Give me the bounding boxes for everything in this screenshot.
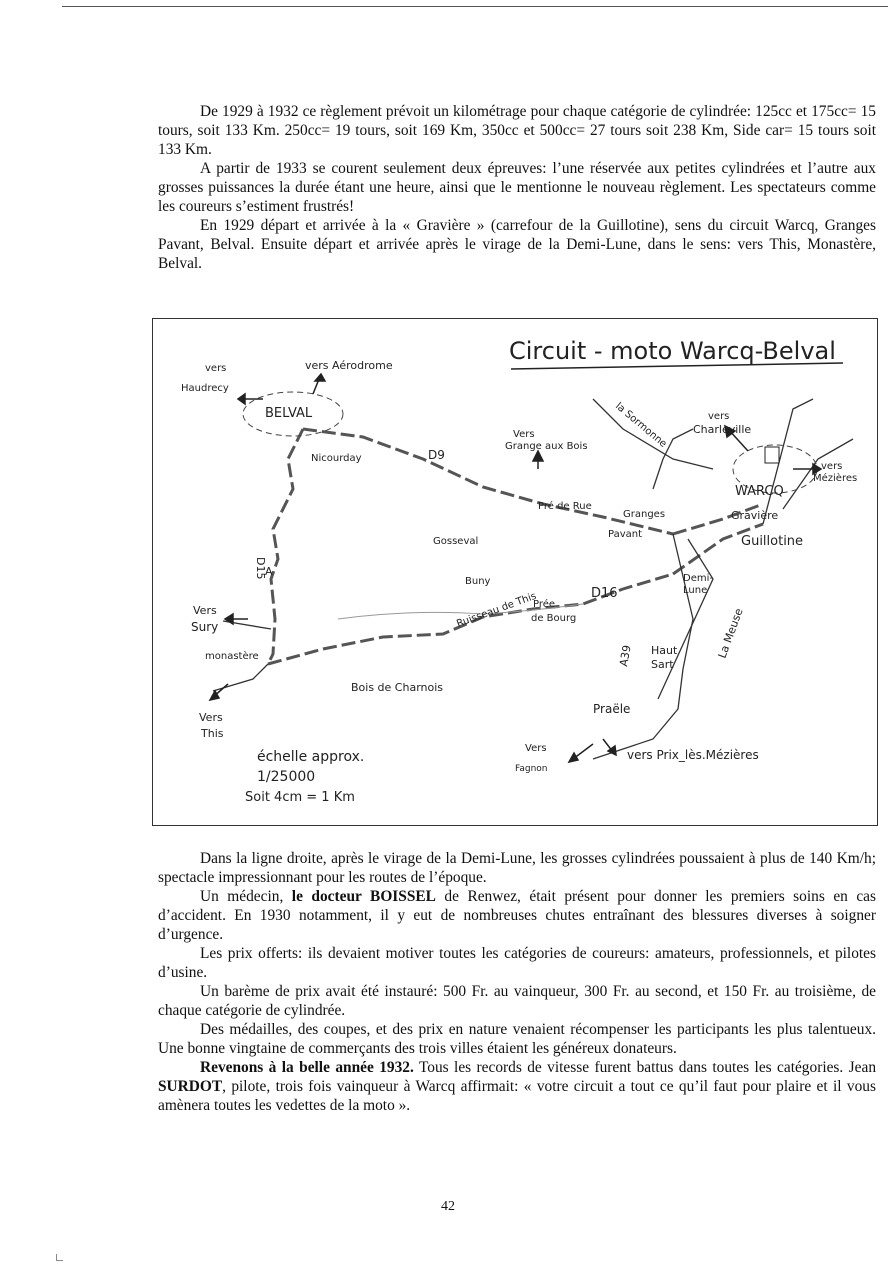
label-belval: BELVAL [265,406,313,421]
label-a39: A39 [617,644,634,668]
map-drawing [153,319,877,825]
paragraph: Les prix offerts: ils devaient motiver toutes les catégories de coureurs: amateurs, professionnels, et pilotes d’usine. [158,945,876,981]
margin-mark [56,1254,63,1261]
label-la-sormonne: la Sormonne [613,400,669,450]
label-vers-this: Vers [199,711,223,724]
label-d16: D16 [591,586,618,601]
label-vers-sury: Vers [193,604,217,617]
paragraph: De 1929 à 1932 ce règlement prévoit un kilométrage pour chaque catégorie de cylindrée: 125cc et 175cc= 15 tours, soit 133 Km. 250cc= 19 tours, soit 169 Km, 350cc et 500cc= 27 tours soit 238 Km, Side car= 15 tours soit 133 Km. [158,103,876,158]
label-vers-mezieres: vers [821,461,843,472]
label-mezieres: Mézières [813,473,858,484]
label-sart: Sart [651,658,674,671]
text-run: de Renwez, était présent pour donner les premiers soins en cas d’accident. En 1930 notamment, il y eut de nombreuses chutes entraînant des blessures diverses à soigner d’urgence. [158,888,877,943]
paragraph: En 1929 départ et arrivée à la « Gravière » (carrefour de la Guillotine), sens du circuit Warcq, Granges Pavant, Belval. Ensuite départ et arrivée après le virage de la Demi-Lune, dans le sens: vers This, Monastère, Belval. [158,217,876,272]
label-pree: Prée [533,599,556,610]
circuit-map [152,318,878,826]
paragraph: A partir de 1933 se courent seulement deux épreuves: l’une réservée aux petites cylindrées et l’autre aux grosses puissances la durée étant une heure, ainsi que le mentionne le nouveau règlement. Les spectateurs comme les coureurs s’estiment frustrés! [158,160,876,215]
paragraph [158,887,876,944]
label-echelle-ratio: 1/25000 [257,769,316,785]
label-lune: Lune [683,585,708,596]
label-bois-de-charnois: Bois de Charnois [351,681,444,694]
label-d15-a: A [265,565,273,578]
paragraph: Des médailles, des coupes, et des prix en nature venaient récompenser les participants les plus talentueux. Une bonne vingtaine de commerçants des trois villes étaient les généreux donateurs. [158,1021,876,1057]
label-de-bourg: de Bourg [531,613,577,624]
church-icon [765,447,779,463]
pilot-name: SURDOT [158,1078,223,1095]
label-praele: Praële [593,702,631,716]
label-haudrecy: Haudrecy [181,383,229,394]
circuit-route [268,429,763,664]
paragraph [158,1058,876,1115]
label-granges: Granges [623,509,666,520]
label-grange-aux-bois: Grange aux Bois [505,441,588,452]
text-run: Tous les records de vitesse furent battus dans toutes les catégories. Jean [413,1059,877,1076]
label-echelle-soit: Soit 4cm = 1 Km [245,790,355,805]
label-this: This [201,727,224,740]
top-rule [62,6,888,7]
label-la-meuse: La Meuse [715,606,746,661]
label-vers-fagnon: Vers [525,743,547,754]
label-warcq: WARCQ [735,484,784,499]
label-monastere: monastère [205,651,259,662]
label-demi: Demi- [683,573,713,584]
label-fagnon: Fagnon [515,764,548,774]
label-vers-charleville: vers [708,411,730,422]
paragraph: Dans la ligne droite, après le virage de la Demi-Lune, les grosses cylindrées poussaient à plus de 140 Km/h; spectacle impressionnant pour les routes de l’époque. [158,850,876,886]
text-run: Un médecin, [200,888,292,905]
text-run: , pilote, trois fois vainqueur à Warcq affirmait: « votre circuit a tout ce qu’il faut pour plaire et il vous amènera toutes les vedettes de la moto ». [158,1078,876,1114]
label-ruisseau: Ruisseau de This [455,590,538,630]
paragraph: Un barème de prix avait été instauré: 500 Fr. au vainqueur, 300 Fr. au second, et 150 Fr. au troisième, de chaque catégorie de cylindrée. [158,983,876,1019]
label-vers-aerodrome: vers Aérodrome [305,359,393,372]
label-sury: Sury [191,620,219,634]
label-echelle: échelle approx. [257,749,365,765]
closing-text [158,849,876,1115]
label-nicourday: Nicourday [311,453,362,464]
label-d15: D15 [254,557,267,580]
label-vers-prix: vers Prix_lès.Mézières [627,748,759,762]
label-guillotine: Guillotine [741,534,804,549]
doctor-name: le docteur BOISSEL [291,888,436,905]
map-title: Circuit - moto Warcq-Belval [509,337,836,365]
emphasis-heading: Revenons à la belle année 1932. [200,1059,414,1076]
label-buny: Buny [465,576,491,587]
label-pavant: Pavant [608,529,643,540]
label-vers-haudrecy: vers [205,363,227,374]
label-charleville: Charleville [693,423,752,436]
label-haut: Haut [651,644,678,657]
label-pre-de-rue: Pré de Rue [538,501,592,512]
label-vers-grange: Vers [513,429,535,440]
intro-text [158,102,876,273]
label-gosseval: Gosseval [433,536,479,547]
secondary-roads [213,399,853,759]
page-number: 42 [441,1199,455,1214]
label-graviere: Gravière [731,509,779,522]
label-d9: D9 [428,448,445,462]
